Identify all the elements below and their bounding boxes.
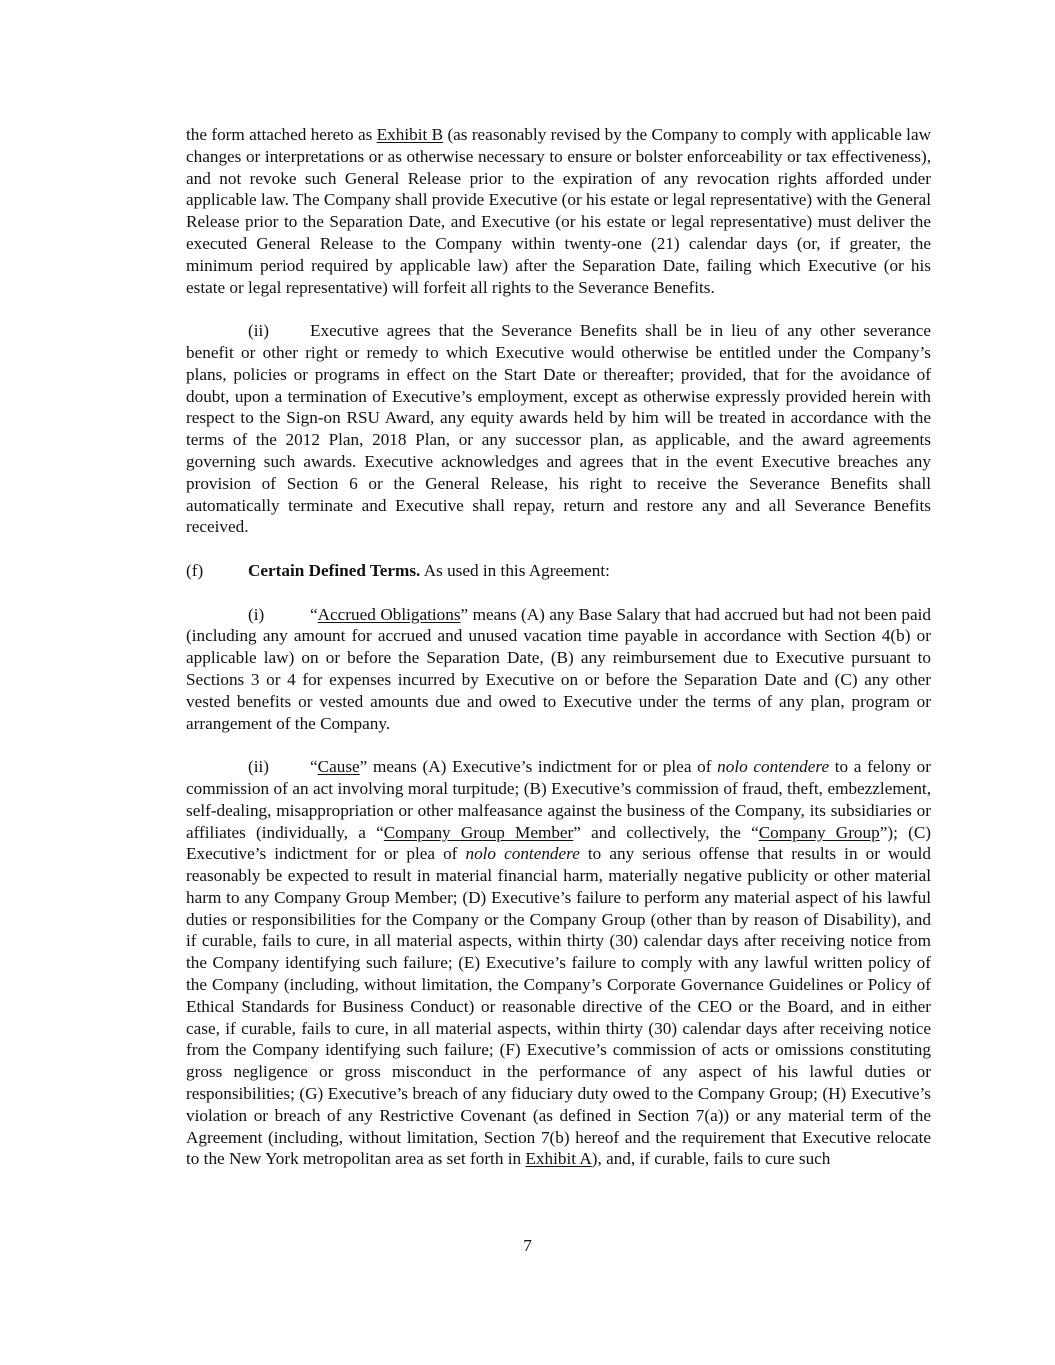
defined-term: Cause — [317, 757, 360, 777]
text-run: Executive agrees that the Severance Benefits shall be in lieu of any other severance benefit or other right or remedy to which Executive would otherwise be entitled under the Company’s plans, policies or programs in effect on the Start Date or thereafter; provided, that for the avoidance of doubt, upon a termination of Executive’s employment, except as otherwise expressly provided herein with respect to the Sign-on RSU Award, any equity awards held by him will be treated in accordance with the terms of the 2012 Plan, 2018 Plan, or any successor plan, as applicable, and the award agreements governing such awards. Executive acknowledges and agrees that in the event Executive breaches any provision of Section 6 or the General Release, his right to receive the Severance Benefits shall automatically terminate and Executive shall repay, return and restore any and all Severance Benefits received. — [186, 321, 931, 537]
text-run: to a felony or commission of an act involving moral turpitude; (B) Executive’s commission of fraud, theft, embezzlement, self-dealing, misappropriation or other malfeasance against the business of the Company, its subsidiaries or affiliates (individually, a “ — [186, 757, 931, 842]
exhibit-a-reference: Exhibit A — [525, 1149, 592, 1169]
paragraph-severance-in-lieu — [186, 320, 931, 538]
defined-term: Accrued Obligations — [317, 604, 461, 624]
defined-term: Company Group — [758, 822, 880, 842]
section-number: (f) — [186, 560, 204, 580]
paragraph-accrued-obligations — [186, 604, 931, 735]
text-run: the form attached hereto as — [186, 125, 377, 144]
text-run: ” means (A) any Base Salary that had accrued but had not been paid (including any amount for accrued and unused vacation time payable in accordance with Section 4(b) or applicable law) on or before the Separation Date, (B) any reimbursement due to Executive pursuant to Sections 3 or 4 for expenses incurred by Executive on or before the Separation Date and (C) any other vested benefits or vested amounts due and owed to Executive under the terms of any plan, program or arrangement of the Company. — [186, 604, 931, 733]
paragraph-general-release — [186, 124, 931, 298]
text-run: “ — [310, 604, 318, 624]
text-run: “ — [310, 757, 318, 777]
latin-term: nolo contendere — [465, 844, 580, 864]
clause-number: (i) — [248, 604, 265, 624]
exhibit-b-reference: Exhibit B — [376, 125, 444, 144]
clause-number: (ii) — [248, 757, 269, 777]
latin-term: nolo contendere — [717, 757, 830, 777]
text-run: (as reasonably revised by the Company to comply with applicable law changes or interpretations or as otherwise necessary to ensure or bolster enforceability or tax effectiveness), and not revoke such General Release prior to the expiration of any revocation rights afforded under applicable law. The Company shall provide Executive (or his estate or legal representative) with the General Release prior to the Separation Date, and Executive (or his estate or legal representative) must deliver the executed General Release to the Company within twenty-one (21) calendar days (or, if greater, the minimum period required by applicable law) after the Separation Date, failing which Executive (or his estate or legal representative) will forfeit all rights to the Severance Benefits. — [186, 125, 931, 297]
text-run: As used in this Agreement: — [420, 560, 610, 580]
document-body — [186, 124, 931, 1170]
text-run: ” and collectively, the “ — [573, 822, 759, 842]
text-run: to any serious offense that results in or would reasonably be expected to result in material financial harm, materially negative publicity or other material harm to any Company Group Member; (D) Executive’s failure to perform any material aspect of his lawful duties or responsibilities for the Company or the Company Group (other than by reason of Disability), and if curable, fails to cure, in all material aspects, within thirty (30) calendar days after receiving notice from the Company identifying such failure; (E) Executive’s failure to comply with any lawful written policy of the Company (including, without limitation, the Company’s Corporate Governance Guidelines or Policy of Ethical Standards for Business Conduct) or reasonable directive of the CEO or the Board, and in either case, if curable, fails to cure, in all material aspects, within thirty (30) calendar days after receiving notice from the Company identifying such failure; (F) Executive’s commission of acts or omissions constituting gross negligence or gross misconduct in the performance of any aspect of his lawful duties or responsibilities; (G) Executive’s breach of any fiduciary duty owed to the Company Group; (H) Executive’s violation or breach of any Restrictive Covenant (as defined in Section 7(a)) or any material term of the Agreement (including, without limitation, Section 7(b) hereof and the requirement that Executive relocate to the New York metropolitan area as set forth in — [186, 844, 931, 1169]
clause-number: (ii) — [248, 321, 269, 341]
text-run: ”); (C) Executive’s indictment for or plea of — [186, 822, 932, 864]
paragraph-cause — [186, 756, 931, 1170]
text-run: ” means (A) Executive’s indictment for or plea of — [359, 757, 718, 777]
section-heading-defined-terms — [186, 560, 931, 582]
section-title: Certain Defined Terms. — [248, 560, 421, 580]
text-run: ), and, if curable, fails to cure such — [591, 1149, 831, 1169]
defined-term: Company Group Member — [383, 822, 574, 842]
page-number: 7 — [523, 1236, 532, 1255]
